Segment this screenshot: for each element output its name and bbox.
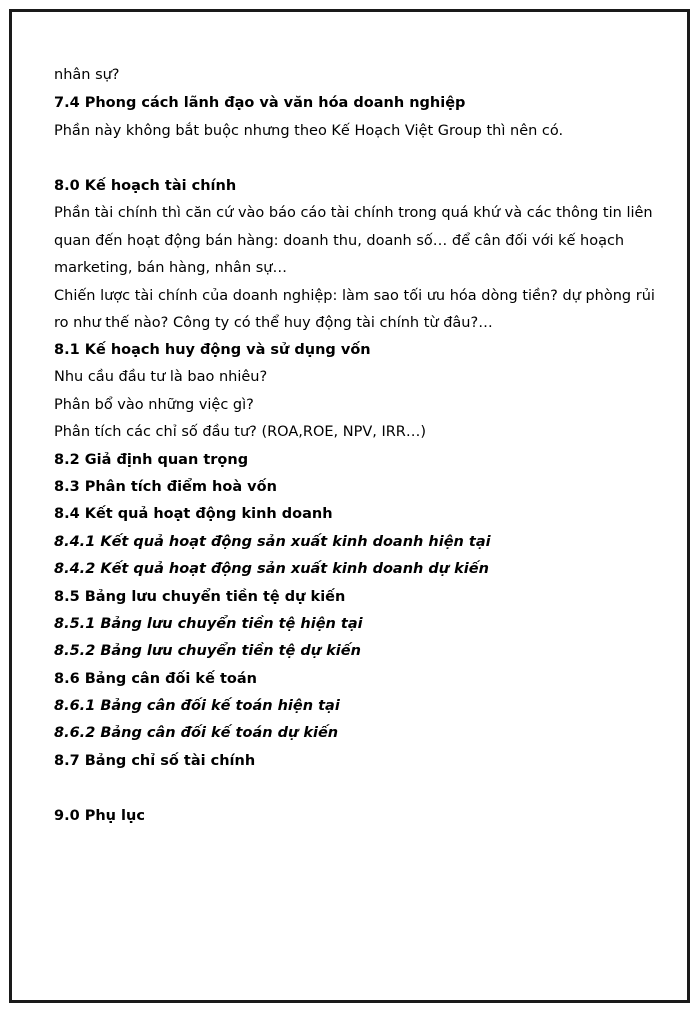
section-heading: 8.5 Bảng lưu chuyển tiền tệ dự kiến bbox=[54, 589, 346, 605]
section-heading: 8.6 Bảng cân đối kế toán bbox=[54, 671, 257, 687]
section-heading: 9.0 Phụ lục bbox=[54, 808, 145, 824]
text-line: Phần này không bắt buộc nhưng theo Kế Hoạch Việt Group thì nên có. bbox=[54, 123, 564, 139]
text-line: Nhu cầu đầu tư là bao nhiêu? bbox=[54, 369, 268, 385]
subsection-heading: 8.6.1 Bảng cân đối kế toán hiện tại bbox=[54, 698, 340, 714]
text-line: Phần tài chính thì căn cứ vào báo cáo tài chính trong quá khứ và các thông tin liên bbox=[54, 205, 653, 221]
subsection-heading: 8.5.1 Bảng lưu chuyển tiền tệ hiện tại bbox=[54, 616, 363, 632]
text-line: nhân sự? bbox=[54, 67, 120, 83]
text-line: Phân bổ vào những việc gì? bbox=[54, 397, 254, 413]
section-heading: 8.3 Phân tích điểm hoà vốn bbox=[54, 479, 277, 495]
section-heading: 8.7 Bảng chỉ số tài chính bbox=[54, 753, 256, 769]
section-heading: 7.4 Phong cách lãnh đạo và văn hóa doanh nghiệp bbox=[54, 95, 466, 111]
text-line: ro như thế nào? Công ty có thể huy động tài chính từ đâu?… bbox=[54, 315, 493, 331]
section-heading: 8.4 Kết quả hoạt động kinh doanh bbox=[54, 506, 333, 522]
text-line: marketing, bán hàng, nhân sự… bbox=[54, 260, 287, 276]
subsection-heading: 8.5.2 Bảng lưu chuyển tiền tệ dự kiến bbox=[54, 643, 361, 659]
subsection-heading: 8.6.2 Bảng cân đối kế toán dự kiến bbox=[54, 725, 339, 741]
section-heading: 8.0 Kế hoạch tài chính bbox=[54, 178, 237, 194]
section-heading: 8.1 Kế hoạch huy động và sử dụng vốn bbox=[54, 342, 371, 358]
text-line: quan đến hoạt động bán hàng: doanh thu, doanh số… để cân đối với kế hoạch bbox=[54, 233, 625, 249]
text-line: Chiến lược tài chính của doanh nghiệp: làm sao tối ưu hóa dòng tiền? dự phòng rủi bbox=[54, 288, 655, 304]
subsection-heading: 8.4.1 Kết quả hoạt động sản xuất kinh doanh hiện tại bbox=[54, 534, 491, 550]
subsection-heading: 8.4.2 Kết quả hoạt động sản xuất kinh doanh dự kiến bbox=[54, 561, 489, 577]
section-heading: 8.2 Giả định quan trọng bbox=[54, 452, 249, 468]
text-line: Phân tích các chỉ số đầu tư? (ROA,ROE, NPV, IRR…) bbox=[54, 424, 427, 440]
